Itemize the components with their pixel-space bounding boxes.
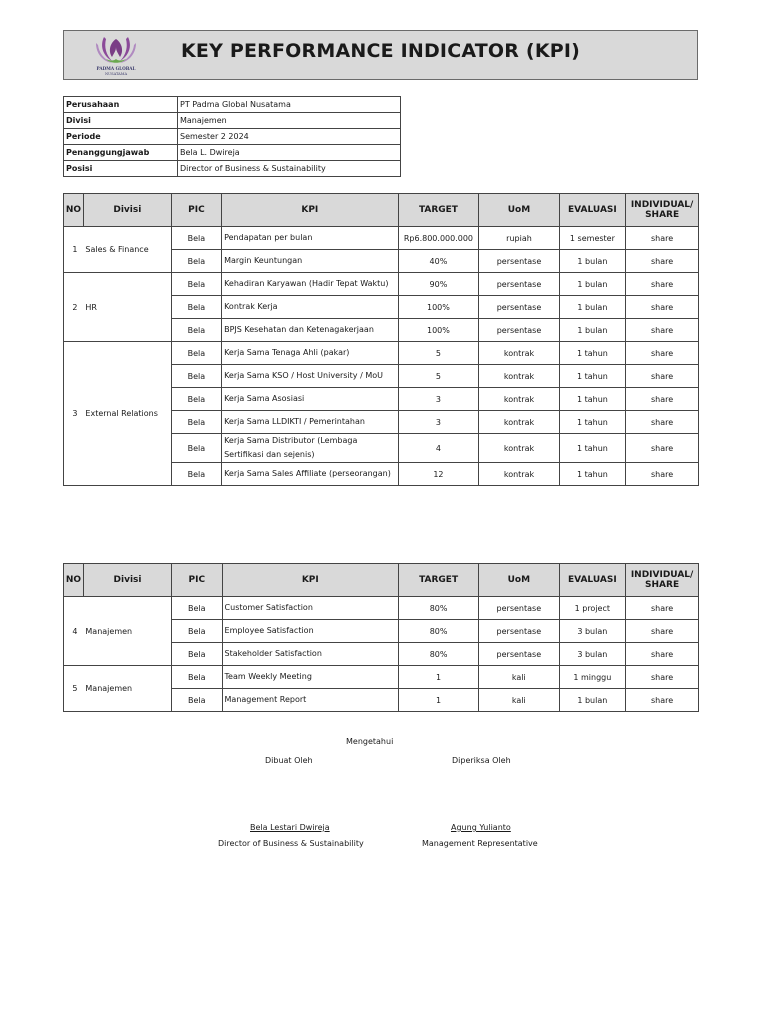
col-uom: UoM — [479, 194, 559, 227]
row-target: 100% — [398, 296, 479, 319]
row-evaluasi: 1 tahun — [559, 365, 626, 388]
row-uom: persentase — [479, 319, 559, 342]
row-evaluasi: 1 project — [559, 597, 626, 620]
info-row — [64, 129, 401, 145]
row-target: Rp6.800.000.000 — [398, 227, 479, 250]
diperiksa-oleh-label: Diperiksa Oleh — [452, 756, 511, 765]
row-kpi: Kerja Sama KSO / Host University / MoU — [222, 365, 398, 388]
row-divisi: HR — [83, 273, 171, 342]
row-share: share — [626, 250, 699, 273]
table-row — [64, 342, 699, 365]
col-individual: INDIVIDUAL/ SHARE — [626, 194, 699, 227]
row-share: share — [626, 666, 699, 689]
col-kpi: KPI — [222, 564, 398, 597]
row-share: share — [626, 643, 699, 666]
signer-name-1: Bela Lestari Dwireja — [250, 823, 330, 832]
row-kpi: Margin Keuntungan — [222, 250, 398, 273]
kpi-table-header — [64, 564, 699, 597]
table-row — [64, 666, 699, 689]
row-uom: persentase — [479, 643, 559, 666]
row-uom: kontrak — [479, 463, 559, 486]
row-kpi: Team Weekly Meeting — [222, 666, 398, 689]
kpi-table-header — [64, 194, 699, 227]
row-kpi: Management Report — [222, 689, 398, 712]
dibuat-oleh-label: Dibuat Oleh — [265, 756, 313, 765]
col-divisi: Divisi — [83, 564, 171, 597]
info-label: Penanggungjawab — [64, 145, 178, 161]
info-label: Divisi — [64, 113, 178, 129]
info-value: Semester 2 2024 — [178, 129, 401, 145]
row-uom: kontrak — [479, 342, 559, 365]
info-value: Director of Business & Sustainability — [178, 161, 401, 177]
col-pic: PIC — [171, 194, 221, 227]
logo-text-2: NUSATAMA — [104, 72, 128, 76]
row-pic: Bela — [171, 227, 221, 250]
info-value: Manajemen — [178, 113, 401, 129]
row-evaluasi: 3 bulan — [559, 643, 626, 666]
row-pic: Bela — [171, 365, 221, 388]
row-pic: Bela — [171, 319, 221, 342]
col-pic: PIC — [172, 564, 222, 597]
row-evaluasi: 1 minggu — [559, 666, 626, 689]
col-no: NO — [64, 194, 84, 227]
row-share: share — [626, 689, 699, 712]
row-pic: Bela — [171, 296, 221, 319]
signer-name-2: Agung Yulianto — [451, 823, 511, 832]
row-pic: Bela — [172, 597, 222, 620]
row-no: 4 — [64, 597, 84, 666]
kpi-table-2 — [63, 563, 699, 712]
info-label: Perusahaan — [64, 97, 178, 113]
row-share: share — [626, 319, 699, 342]
col-evaluasi: EVALUASI — [559, 194, 626, 227]
row-target: 5 — [398, 365, 479, 388]
info-row — [64, 145, 401, 161]
row-share: share — [626, 227, 699, 250]
row-divisi: Manajemen — [83, 666, 171, 712]
row-uom: persentase — [479, 296, 559, 319]
row-pic: Bela — [171, 250, 221, 273]
col-kpi: KPI — [222, 194, 398, 227]
table-row — [64, 273, 699, 296]
row-share: share — [626, 342, 699, 365]
row-kpi: Kehadiran Karyawan (Hadir Tepat Waktu) — [222, 273, 398, 296]
row-share: share — [626, 463, 699, 486]
row-uom: kontrak — [479, 434, 559, 463]
table-row — [64, 227, 699, 250]
row-target: 1 — [399, 666, 479, 689]
row-share: share — [626, 597, 699, 620]
col-individual: INDIVIDUAL/ SHARE — [626, 564, 699, 597]
row-evaluasi: 1 tahun — [559, 388, 626, 411]
row-evaluasi: 1 bulan — [559, 689, 626, 712]
row-evaluasi: 1 bulan — [559, 296, 626, 319]
row-pic: Bela — [172, 689, 222, 712]
signer-title-1: Director of Business & Sustainability — [218, 839, 364, 848]
info-value: Bela L. Dwireja — [178, 145, 401, 161]
row-target: 80% — [399, 643, 479, 666]
row-target: 90% — [398, 273, 479, 296]
info-row — [64, 161, 401, 177]
row-uom: kali — [479, 666, 559, 689]
row-target: 5 — [398, 342, 479, 365]
page-title: KEY PERFORMANCE INDICATOR (KPI) — [180, 40, 581, 62]
row-share: share — [626, 296, 699, 319]
row-target: 80% — [399, 620, 479, 643]
row-pic: Bela — [171, 273, 221, 296]
kpi-table-1 — [63, 193, 699, 486]
row-pic: Bela — [171, 388, 221, 411]
col-evaluasi: EVALUASI — [559, 564, 626, 597]
row-share: share — [626, 411, 699, 434]
row-no: 3 — [64, 342, 84, 486]
row-kpi: Kontrak Kerja — [222, 296, 398, 319]
row-pic: Bela — [172, 620, 222, 643]
info-label: Periode — [64, 129, 178, 145]
row-target: 3 — [398, 411, 479, 434]
row-no: 5 — [64, 666, 84, 712]
row-share: share — [626, 273, 699, 296]
row-kpi: Kerja Sama Tenaga Ahli (pakar) — [222, 342, 398, 365]
row-divisi: Sales & Finance — [83, 227, 171, 273]
row-no: 1 — [64, 227, 84, 273]
row-uom: kontrak — [479, 411, 559, 434]
row-share: share — [626, 388, 699, 411]
info-row — [64, 113, 401, 129]
row-target: 40% — [398, 250, 479, 273]
row-pic: Bela — [171, 411, 221, 434]
mengetahui-label: Mengetahui — [346, 737, 394, 746]
row-target: 80% — [399, 597, 479, 620]
col-no: NO — [64, 564, 84, 597]
row-uom: kali — [479, 689, 559, 712]
row-target: 3 — [398, 388, 479, 411]
row-evaluasi: 3 bulan — [559, 620, 626, 643]
row-kpi: Pendapatan per bulan — [222, 227, 398, 250]
row-uom: rupiah — [479, 227, 559, 250]
row-uom: persentase — [479, 620, 559, 643]
row-kpi: BPJS Kesehatan dan Ketenagakerjaan — [222, 319, 398, 342]
row-evaluasi: 1 bulan — [559, 319, 626, 342]
row-target: 1 — [399, 689, 479, 712]
row-pic: Bela — [171, 434, 221, 463]
row-kpi: Kerja Sama Distributor (Lembaga Sertifikasi dan sejenis) — [222, 434, 398, 463]
row-target: 100% — [398, 319, 479, 342]
row-kpi: Kerja Sama Asosiasi — [222, 388, 398, 411]
row-divisi: Manajemen — [83, 597, 171, 666]
col-target: TARGET — [399, 564, 479, 597]
row-kpi: Stakeholder Satisfaction — [222, 643, 398, 666]
row-target: 12 — [398, 463, 479, 486]
table-row — [64, 597, 699, 620]
row-evaluasi: 1 bulan — [559, 250, 626, 273]
row-share: share — [626, 434, 699, 463]
info-value: PT Padma Global Nusatama — [178, 97, 401, 113]
row-pic: Bela — [172, 666, 222, 689]
col-divisi: Divisi — [83, 194, 171, 227]
row-uom: persentase — [479, 273, 559, 296]
row-no: 2 — [64, 273, 84, 342]
row-uom: kontrak — [479, 365, 559, 388]
row-evaluasi: 1 tahun — [559, 434, 626, 463]
title-box — [63, 30, 698, 80]
row-target: 4 — [398, 434, 479, 463]
row-pic: Bela — [172, 643, 222, 666]
info-label: Posisi — [64, 161, 178, 177]
row-uom: persentase — [479, 250, 559, 273]
info-row — [64, 97, 401, 113]
row-kpi: Employee Satisfaction — [222, 620, 398, 643]
row-kpi: Kerja Sama LLDIKTI / Pemerintahan — [222, 411, 398, 434]
row-pic: Bela — [171, 463, 221, 486]
row-evaluasi: 1 tahun — [559, 411, 626, 434]
row-kpi: Kerja Sama Sales Affiliate (perseorangan) — [222, 463, 398, 486]
row-share: share — [626, 620, 699, 643]
col-uom: UoM — [479, 564, 559, 597]
row-evaluasi: 1 semester — [559, 227, 626, 250]
row-kpi: Customer Satisfaction — [222, 597, 398, 620]
row-evaluasi: 1 tahun — [559, 342, 626, 365]
row-divisi: External Relations — [83, 342, 171, 486]
col-target: TARGET — [398, 194, 479, 227]
row-uom: kontrak — [479, 388, 559, 411]
row-share: share — [626, 365, 699, 388]
info-table — [63, 96, 401, 177]
row-pic: Bela — [171, 342, 221, 365]
row-evaluasi: 1 bulan — [559, 273, 626, 296]
row-uom: persentase — [479, 597, 559, 620]
logo-text-1: PADMA GLOBAL — [96, 66, 136, 71]
row-evaluasi: 1 tahun — [559, 463, 626, 486]
signer-title-2: Management Representative — [422, 839, 538, 848]
